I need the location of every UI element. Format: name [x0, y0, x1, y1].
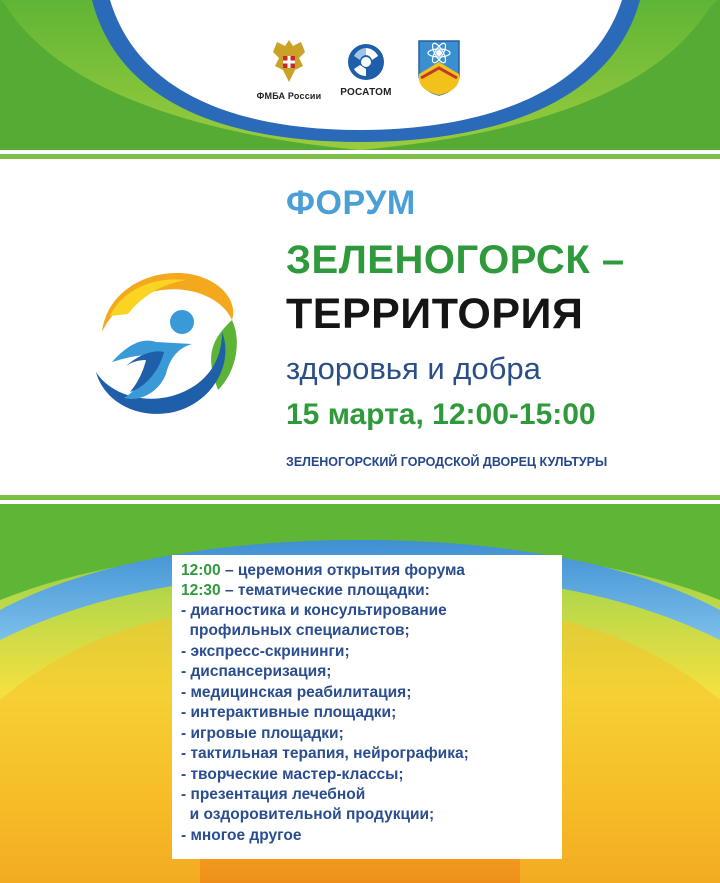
program-item: - тактильная терапия, нейрографика; [181, 745, 469, 762]
program-areas-text: – тематические площадки: [220, 582, 430, 599]
forum-title-city: ЗЕЛЕНОГОРСК – [286, 238, 625, 282]
program-opening [181, 561, 465, 580]
event-date-time: 15 марта, 12:00-15:00 [286, 398, 596, 431]
program-item: - творческие мастер-классы; [181, 766, 404, 783]
program-item: - многое другое [181, 827, 302, 844]
fmba-caption: ФМБА России [256, 91, 322, 101]
forum-title-territory: ТЕРРИТОРИЯ [286, 290, 584, 338]
double-headed-eagle-icon [269, 36, 309, 86]
atom-icon [346, 42, 386, 82]
fmba-logo [254, 36, 324, 101]
forum-emblem-icon [82, 262, 244, 424]
program-item: - экспресс-скрининги; [181, 643, 350, 660]
coat-of-arms-icon [416, 38, 462, 96]
rosatom-logo [330, 42, 402, 98]
program-box [172, 555, 562, 859]
program-opening-text: – церемония открытия форума [220, 562, 465, 579]
program-item: - интерактивные площадки; [181, 704, 397, 721]
program-item: - игровые площадки; [181, 725, 344, 742]
program-areas [181, 581, 430, 600]
program-item: и оздоровительной продукции; [181, 806, 435, 823]
program-item: профильных специалистов; [181, 622, 410, 639]
program-item: - диагностика и консультирование [181, 602, 447, 619]
program-item: - диспансеризация; [181, 663, 332, 680]
program-areas-time: 12:30 [181, 582, 221, 599]
program-item: - медицинская реабилитация; [181, 684, 412, 701]
program-item: - презентация лечебной [181, 786, 366, 803]
forum-label: ФОРУМ [286, 184, 416, 222]
rosatom-caption: РОСАТОМ [340, 87, 392, 98]
city-coat-of-arms [414, 38, 464, 101]
forum-subtitle: здоровья и добра [286, 351, 541, 386]
program-opening-time: 12:00 [181, 562, 221, 579]
event-venue: ЗЕЛЕНОГОРСКИЙ ГОРОДСКОЙ ДВОРЕЦ КУЛЬТУРЫ [286, 455, 608, 469]
